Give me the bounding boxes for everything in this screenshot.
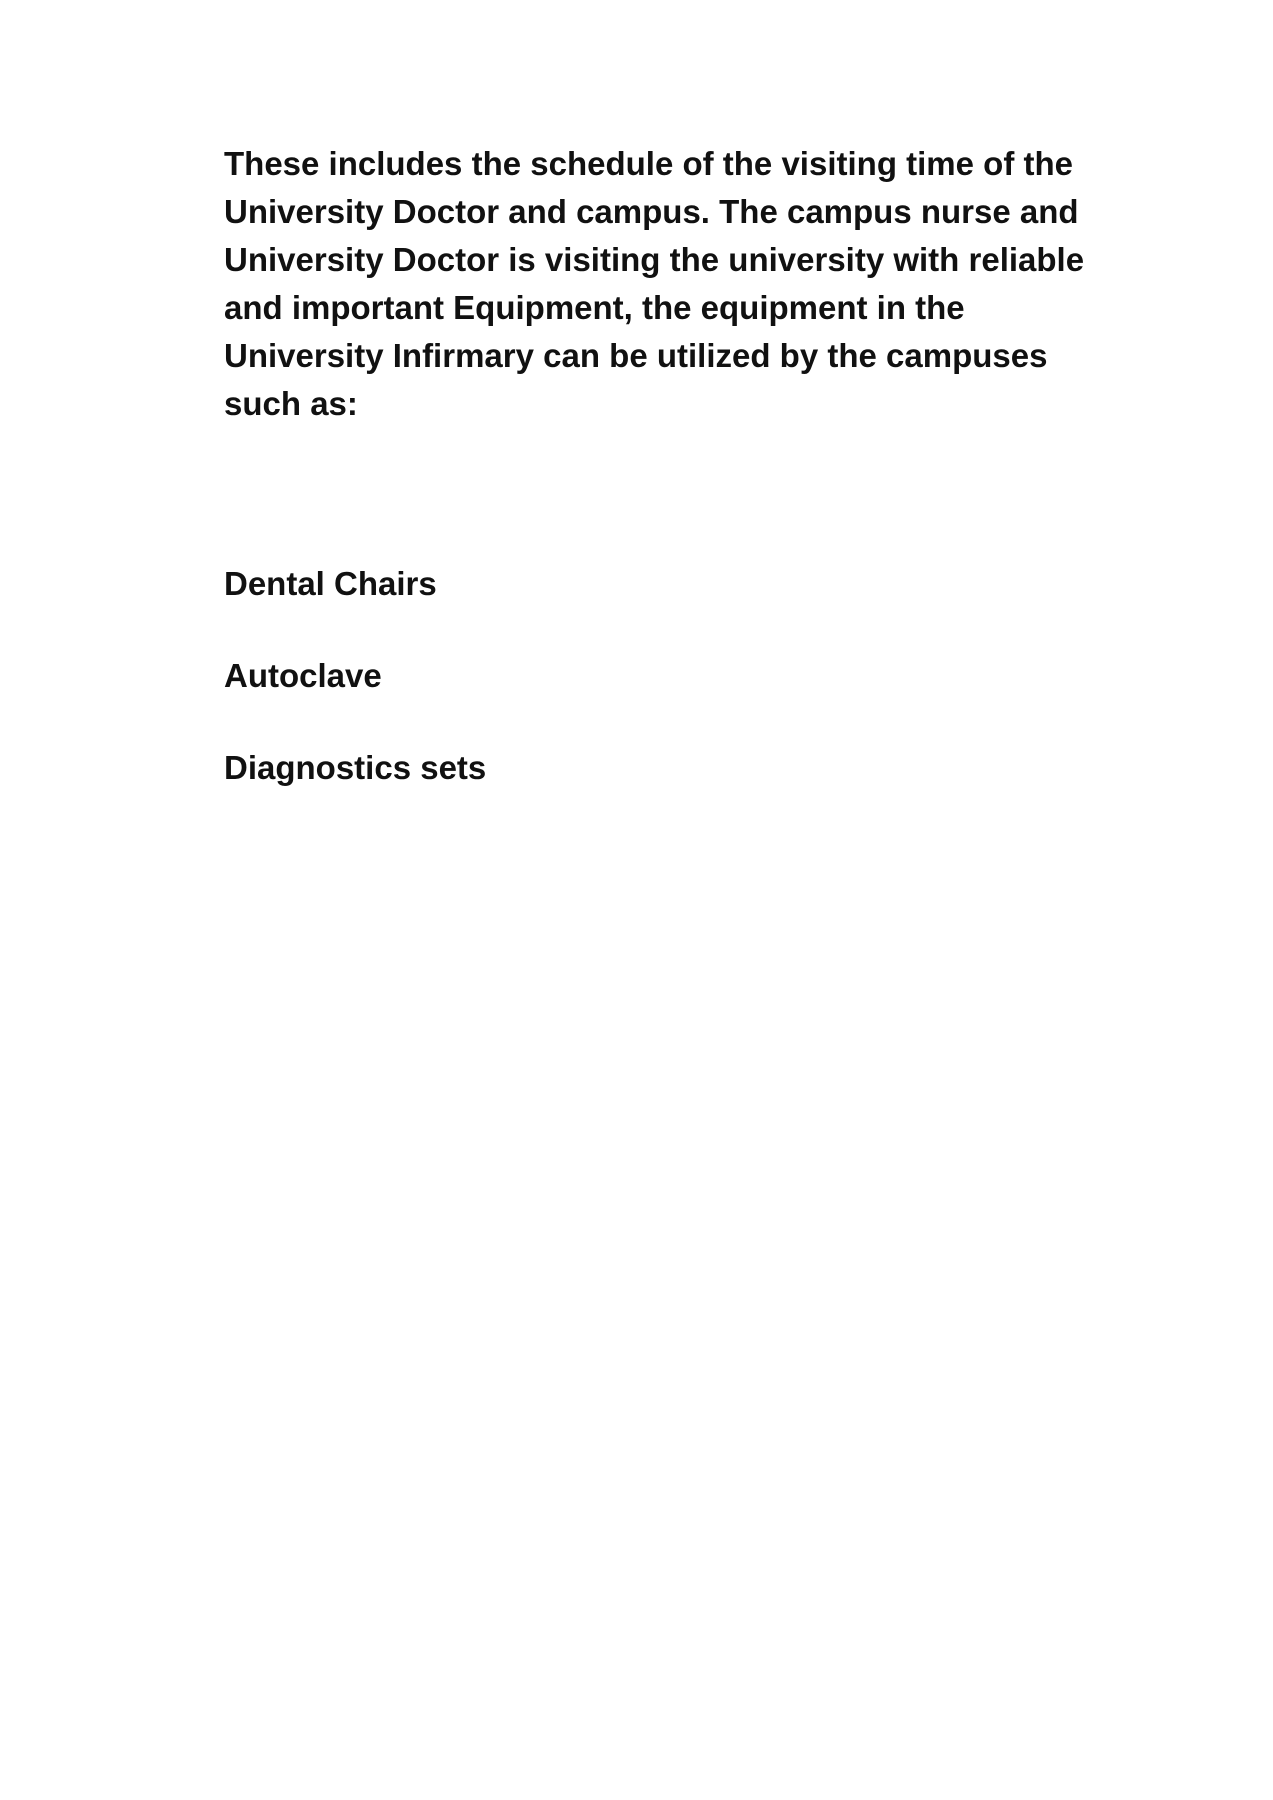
equipment-item-diagnostics-sets: Diagnostics sets [224, 749, 487, 786]
equipment-item-dental-chairs: Dental Chairs [224, 565, 437, 602]
equipment-list [224, 560, 924, 836]
equipment-item-autoclave: Autoclave [224, 657, 382, 694]
intro-block [224, 140, 1104, 428]
intro-paragraph: These includes the schedule of the visiting time of the University Doctor and campus. The campus nurse and University Doctor is visiting the university with reliable and important Equipment, the equipment in the University Infirmary can be utilized by the campuses such as: [224, 145, 1085, 422]
